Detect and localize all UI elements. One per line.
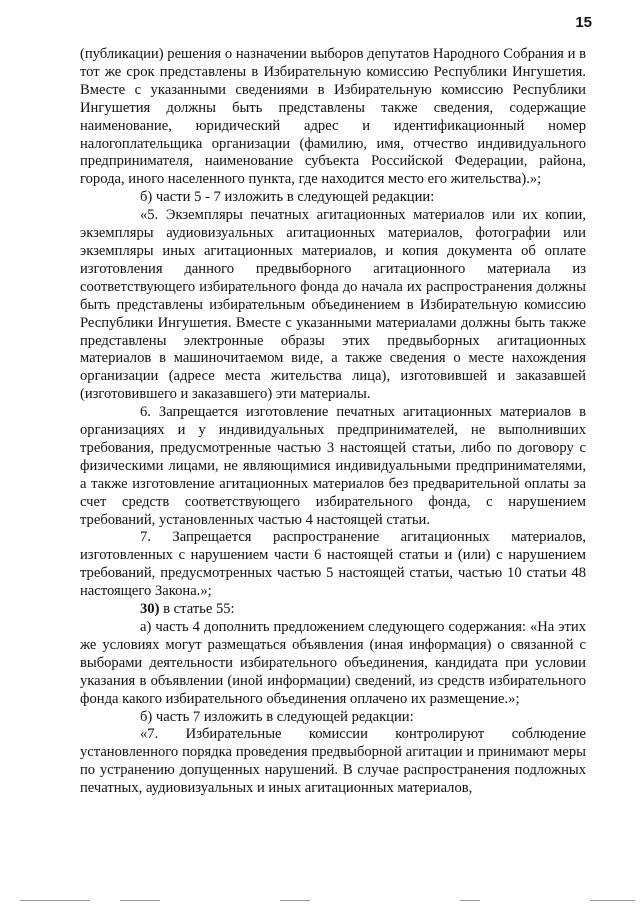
document-body [80,46,586,798]
footer-scan-artifact [0,900,640,902]
item-30-text: в статье 55: [159,601,235,618]
paragraph-part-5: «5. Экземпляры печатных агитационных материалов или их копии, экземпляры аудиовизуальных агитационных материалов, фотографии или экземпляры иных агитационных материалов, и копия документа об оплате изготовления данного предвыборного агитационного материала из соответствующего избирательного фонда до начала их распространения должны быть представлены избирательным объединением в Избирательную комиссию Республики Ингушетия. Вместе с указанными материалами должны быть также представлены электронные образы этих предвыборных агитационных материалов в машиночитаемом виде, а также сведения о месте нахождения организации (адресе места жительства лица), изготовившей и заказавшей (изготовившего и заказавшего) эти материалы. [80,207,586,403]
paragraph-part-6: 6. Запрещается изготовление печатных агитационных материалов в организациях и у индивидуальных предпринимателей, не выполнивших требования, предусмотренные частью 3 настоящей статьи, либо по договору с физическими лицами, не являющимися индивидуальными предпринимателями, а также изготовление агитационных материалов без предварительной оплаты за счет средств соответствующего избирательного фонда, с нарушением требований, установленных частью 4 настоящей статьи. [80,404,586,528]
paragraph-item-30 [80,601,586,619]
paragraph-item-a-part-4: а) часть 4 дополнить предложением следующего содержания: «На этих же условиях могут размещаться объявления (иная информация) о связанной с выборами деятельности избирательного объединения, кандидата при условии указания в объявлении (иной информации) сведений, из средств избирательного фонда какого избирательного объединения оплачено их размещение.»; [80,619,586,707]
paragraph-part-7: 7. Запрещается распространение агитационных материалов, изготовленных с нарушением части 6 настоящей статьи и (или) с нарушением требований, предусмотренных частью 5 настоящей статьи, частью 10 статьи 48 настоящего Закона.»; [80,529,586,600]
paragraph-item-b-part-7: б) часть 7 изложить в следующей редакции: [140,708,414,725]
page-number: 15 [575,14,592,31]
item-30-number: 30) [140,601,160,618]
paragraph-item-b-parts-5-7: б) части 5 - 7 изложить в следующей редакции: [140,189,435,206]
paragraph-new-part-7: «7. Избирательные комиссии контролируют соблюдение установленного порядка проведения предвыборной агитации и принимают меры по устранению допущенных нарушений. В случае распространения подложных печатных, аудиовизуальных и иных агитационных материалов, [80,726,586,797]
paragraph-publication: (публикации) решения о назначении выборов депутатов Народного Собрания и в тот же срок представлены в Избирательную комиссию Республики Ингушетия. Вместе с указанными сведениями в Избирательную комиссию Республики Ингушетия должны быть представлены также сведения, содержащие наименование, юридический адрес и идентификационный номер налогоплательщика организации (фамилию, имя, отчество индивидуального предпринимателя, наименование субъекта Российской Федерации, района, города, иного населенного пункта, где находится место его жительства).»; [80,46,586,188]
